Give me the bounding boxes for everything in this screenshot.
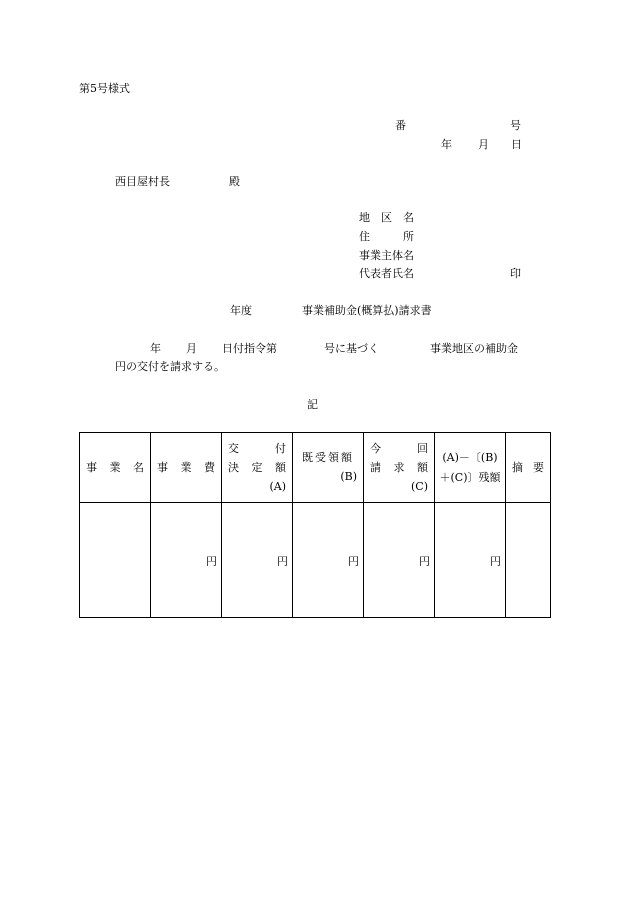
cell-balance[interactable]: 円 [435, 503, 506, 618]
body-directive: 日付指令第 [222, 342, 277, 355]
header-received: 既受領額 (B) [293, 433, 364, 503]
table-row [80, 503, 551, 618]
cell-received[interactable]: 円 [293, 503, 364, 618]
ref-ban: 番 [395, 119, 406, 132]
date-year: 年 [441, 138, 452, 151]
applicant-representative: 代表者氏名 [359, 267, 414, 280]
applicant-address: 住 所 [359, 230, 414, 243]
form-number: 第5号様式 [79, 82, 130, 95]
title-main: 事業補助金(概算払)請求書 [302, 304, 432, 317]
header-remarks: 摘 要 [506, 433, 551, 503]
body-based: 号に基づく [324, 342, 379, 355]
seal-mark: 印 [510, 267, 521, 280]
date-month: 月 [478, 138, 489, 151]
body-subsidy: 事業地区の補助金 [430, 342, 518, 355]
applicant-entity: 事業主体名 [359, 249, 414, 262]
body-line2: 円の交付を請求する。 [115, 360, 225, 373]
ref-go: 号 [510, 119, 521, 132]
header-current-request: 今 回 請 求 額 (C) [364, 433, 435, 503]
cell-project-cost[interactable]: 円 [151, 503, 222, 618]
header-balance: (A)－〔(B) ＋(C)〕残額 [435, 433, 506, 503]
cell-grant-decision[interactable]: 円 [222, 503, 293, 618]
applicant-district: 地 区 名 [359, 211, 414, 224]
body-month: 月 [186, 342, 197, 355]
addressee-name: 西目屋村長 [115, 175, 170, 188]
table-header-row [80, 433, 551, 503]
addressee-suffix: 殿 [229, 175, 240, 188]
cell-current-request[interactable]: 円 [364, 503, 435, 618]
title-nendo: 年度 [230, 304, 252, 317]
header-grant-decision: 交 付 決 定 額 (A) [222, 433, 293, 503]
header-project-name: 事 業 名 [80, 433, 151, 503]
cell-project-name[interactable] [80, 503, 151, 618]
body-year: 年 [150, 342, 161, 355]
cell-remarks[interactable] [506, 503, 551, 618]
ki-heading: 記 [307, 398, 318, 411]
header-project-cost: 事 業 費 [151, 433, 222, 503]
request-table [79, 432, 551, 618]
date-day: 日 [511, 138, 522, 151]
